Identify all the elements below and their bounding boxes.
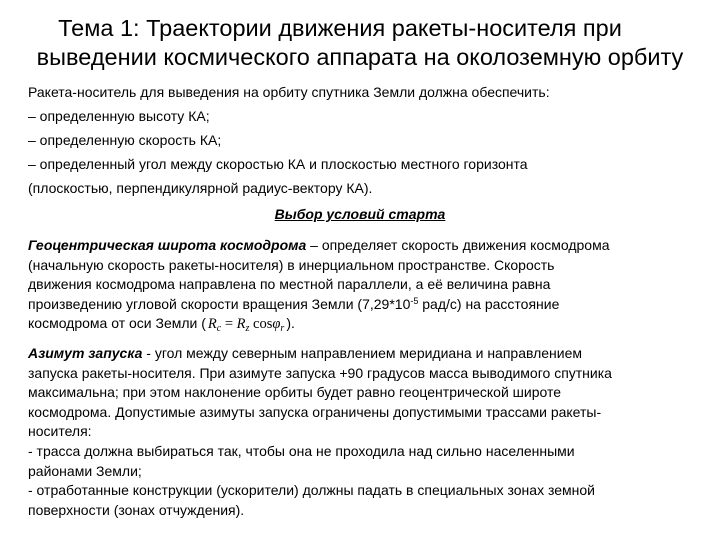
paragraph-line: космодрома. Допустимые азимуты запуска ограничены допустимыми трассами ракеты- (28, 403, 602, 420)
azimuth-term: Азимут запуска (28, 345, 143, 361)
text-span: - угол между северным направлением меридиана и направлением (142, 345, 583, 361)
formula-part: = (221, 316, 237, 333)
formula-part: φ (272, 316, 281, 333)
text-span: ). (286, 315, 295, 332)
paragraph-line: движения космодрома направлена по местной параллели, а её величина равна (28, 276, 551, 293)
formula-part: cos (249, 316, 273, 333)
exponent: -5 (410, 295, 419, 306)
intro-line: – определенную скорость КА; (28, 132, 222, 148)
formula-sub: c (216, 323, 222, 335)
distance-formula (206, 316, 286, 335)
text-span: космодрома от оси Земли ( (28, 315, 206, 332)
paragraph-line: запуска ракеты-носителя. При азимуте запуска +90 градусов масса выводимого спутника (28, 364, 612, 381)
paragraph-line: максимальна; при этом наклонение орбиты будет равно геоцентрической широте (28, 384, 562, 401)
paragraph-line: - трасса должна выбираться так, чтобы она не проходила над сильно населенными (28, 442, 575, 459)
text-span: произведению угловой скорости вращения Земли (7,29*10 (28, 295, 411, 312)
paragraph-line (28, 314, 708, 339)
paragraph-line: районами Земли; (28, 462, 142, 479)
intro-line: Ракета-носитель для выведения на орбиту спутника Земли должна обеспечить: (28, 84, 550, 100)
intro-line: – определенный угол между скоростью КА и плоскостью местного горизонта (28, 156, 528, 172)
paragraph-line: - отработанные конструкции (ускорители) должны падать в специальных зонах земной (28, 482, 595, 499)
intro-line: – определенную высоту КА; (28, 108, 210, 124)
paragraph-line: поверхности (зонах отчуждения). (28, 501, 245, 518)
text-span: рад/с) на расстояние (418, 295, 560, 312)
intro-line: (плоскостью, перпендикулярной радиус-вектору КА). (28, 180, 373, 196)
azimuth-paragraph (28, 344, 708, 520)
formula-part: R (207, 316, 217, 333)
formula-sub: r (280, 323, 285, 335)
paragraph-line: (начальную скорость ракеты-носителя) в инерциальном пространстве. Скорость (28, 256, 555, 273)
slide-title (0, 14, 720, 72)
paragraph-line (28, 295, 708, 315)
paragraph-line (28, 236, 708, 256)
section-heading: Выбор условий старта (274, 206, 446, 222)
geocentric-term: Геоцентрическая широта космодрома (28, 237, 307, 253)
title-line-1: Тема 1: Траектории движения ракеты-носителя при (58, 15, 622, 41)
paragraph-line (28, 344, 708, 364)
text-span: – определяет скорость движения космодрома (306, 237, 610, 253)
geocentric-paragraph (28, 236, 708, 339)
formula-part: R (236, 316, 246, 333)
paragraph-line: носителя: (28, 423, 92, 440)
intro-block (28, 80, 708, 200)
title-line-2: выведении космического аппарата на околоземную орбиту (36, 44, 684, 70)
formula-sub: z (245, 323, 250, 335)
